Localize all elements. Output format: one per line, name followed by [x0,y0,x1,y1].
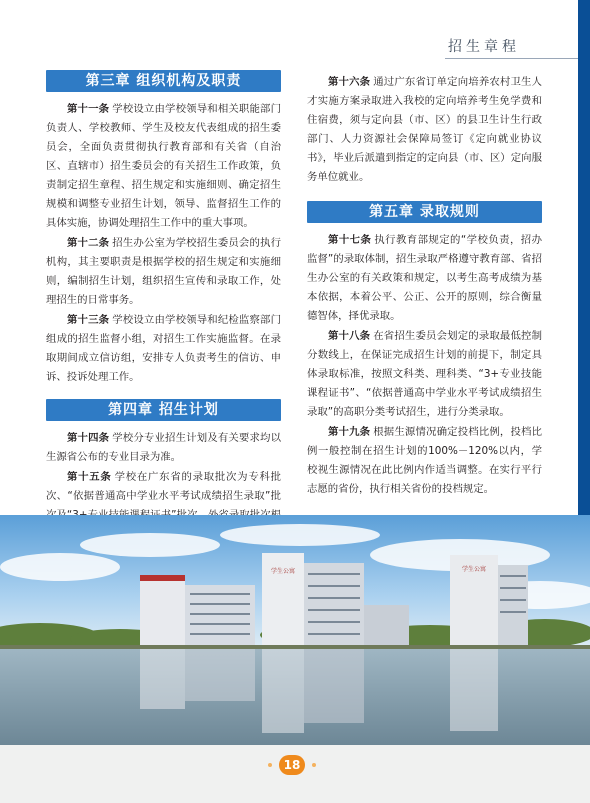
page-ornament-right [312,763,316,767]
article-text: 学校分专业招生计划及有关要求均以生源省公布的专业目录为准。 [46,432,281,463]
article-lead: 第十六条 [328,76,371,88]
chapter-5-heading: 第五章 录取规则 [307,201,542,223]
article-text: 在省招生委员会划定的录取最低控制分数线上，在保证完成招生计划的前提下，制定具体录取标准，按照文科类、理科类、“3+专业技能课程证书”、“依据普通高中学业水平考试成绩招生录取”的高职分类考试招生，进行分类录取。 [307,330,542,418]
article-text: 招生办公室为学校招生委员会的执行机构，其主要职责是根据学校的招生规定和实施细则，编制招生计划，组织招生宣传和录取工作，处理招生的日常事务。 [46,237,281,306]
page-number: 18 [279,755,305,775]
article-11 [46,100,281,233]
article-12 [46,234,281,310]
article-text: 执行教育部规定的“学校负责，招办监督”的录取体制，招生录取严格遵守教育部、省招生办公室的有关政策和规定，以考生高考成绩为基本依据，本着公平、公正、公开的原则，综合衡量德智体，择优录取。 [307,234,543,322]
right-column [307,73,542,500]
article-lead: 第十四条 [67,432,110,444]
article-16 [307,73,542,187]
article-lead: 第十二条 [67,237,110,249]
article-lead: 第十八条 [328,330,371,342]
article-17 [307,231,542,326]
article-14 [46,429,281,467]
article-text: 根据生源情况确定投档比例，投档比例一般控制在招生计划的100%－120%以内，学校视生源情况在此比例内作适当调整。在实行平行志愿的省份，执行相关省份的投档规定。 [307,426,542,495]
article-18 [307,327,542,422]
header-rule [445,58,578,59]
campus-photo [0,515,590,745]
left-column [46,70,281,545]
article-13 [46,311,281,387]
chapter-4-heading: 第四章 招生计划 [46,399,281,421]
article-text: 学校在广东省的录取批次为专科批次、“依据普通高中学业水平考试成绩招生录取”批 [46,471,282,502]
dorm-sign-center: 学生公寓 [270,568,296,575]
dorm-sign-right: 学生公寓 [461,566,487,573]
section-title: 招生章程 [448,39,520,55]
article-text: 学校设立由学校领导和相关职能部门负责人、学校教师、学生及校友代表组成的招生委员会，全面负责贯彻执行教育部和有关省（自治区、直辖市）招生委员会的有关招生工作政策，负责制定招生章程、招生规定和实施细则、确定招生规模和调整专业招生计划，领导、监督招生工作的具体实施，协调处理招生工作中的重大事项。 [46,103,281,229]
article-lead: 第十七条 [328,234,372,246]
chapter-3-heading: 第三章 组织机构及职责 [46,70,281,92]
edge-accent-bar [578,0,590,515]
page-ornament-left [268,763,272,767]
article-lead: 第十三条 [67,314,110,326]
article-text: 通过广东省订单定向培养农村卫生人才实施方案录取进入我校的定向培养考生免学费和住宿费，须与定向县（市、区）的县卫生计生行政部门、人力资源社会保障局签订《定向就业协议书》，毕业后派遣到指定的定向县（市、区）定向服务单位就业。 [307,76,542,183]
article-text: 学校设立由学校领导和纪检监察部门组成的招生监督小组，对招生工作实施监督。在录取期间成立信访组，安排专人负责考生的信访、申诉、投诉处理工作。 [46,314,281,383]
article-19 [307,423,542,499]
article-lead: 第十一条 [67,103,110,115]
article-lead: 第十九条 [328,426,371,438]
article-lead: 第十五条 [67,471,112,483]
